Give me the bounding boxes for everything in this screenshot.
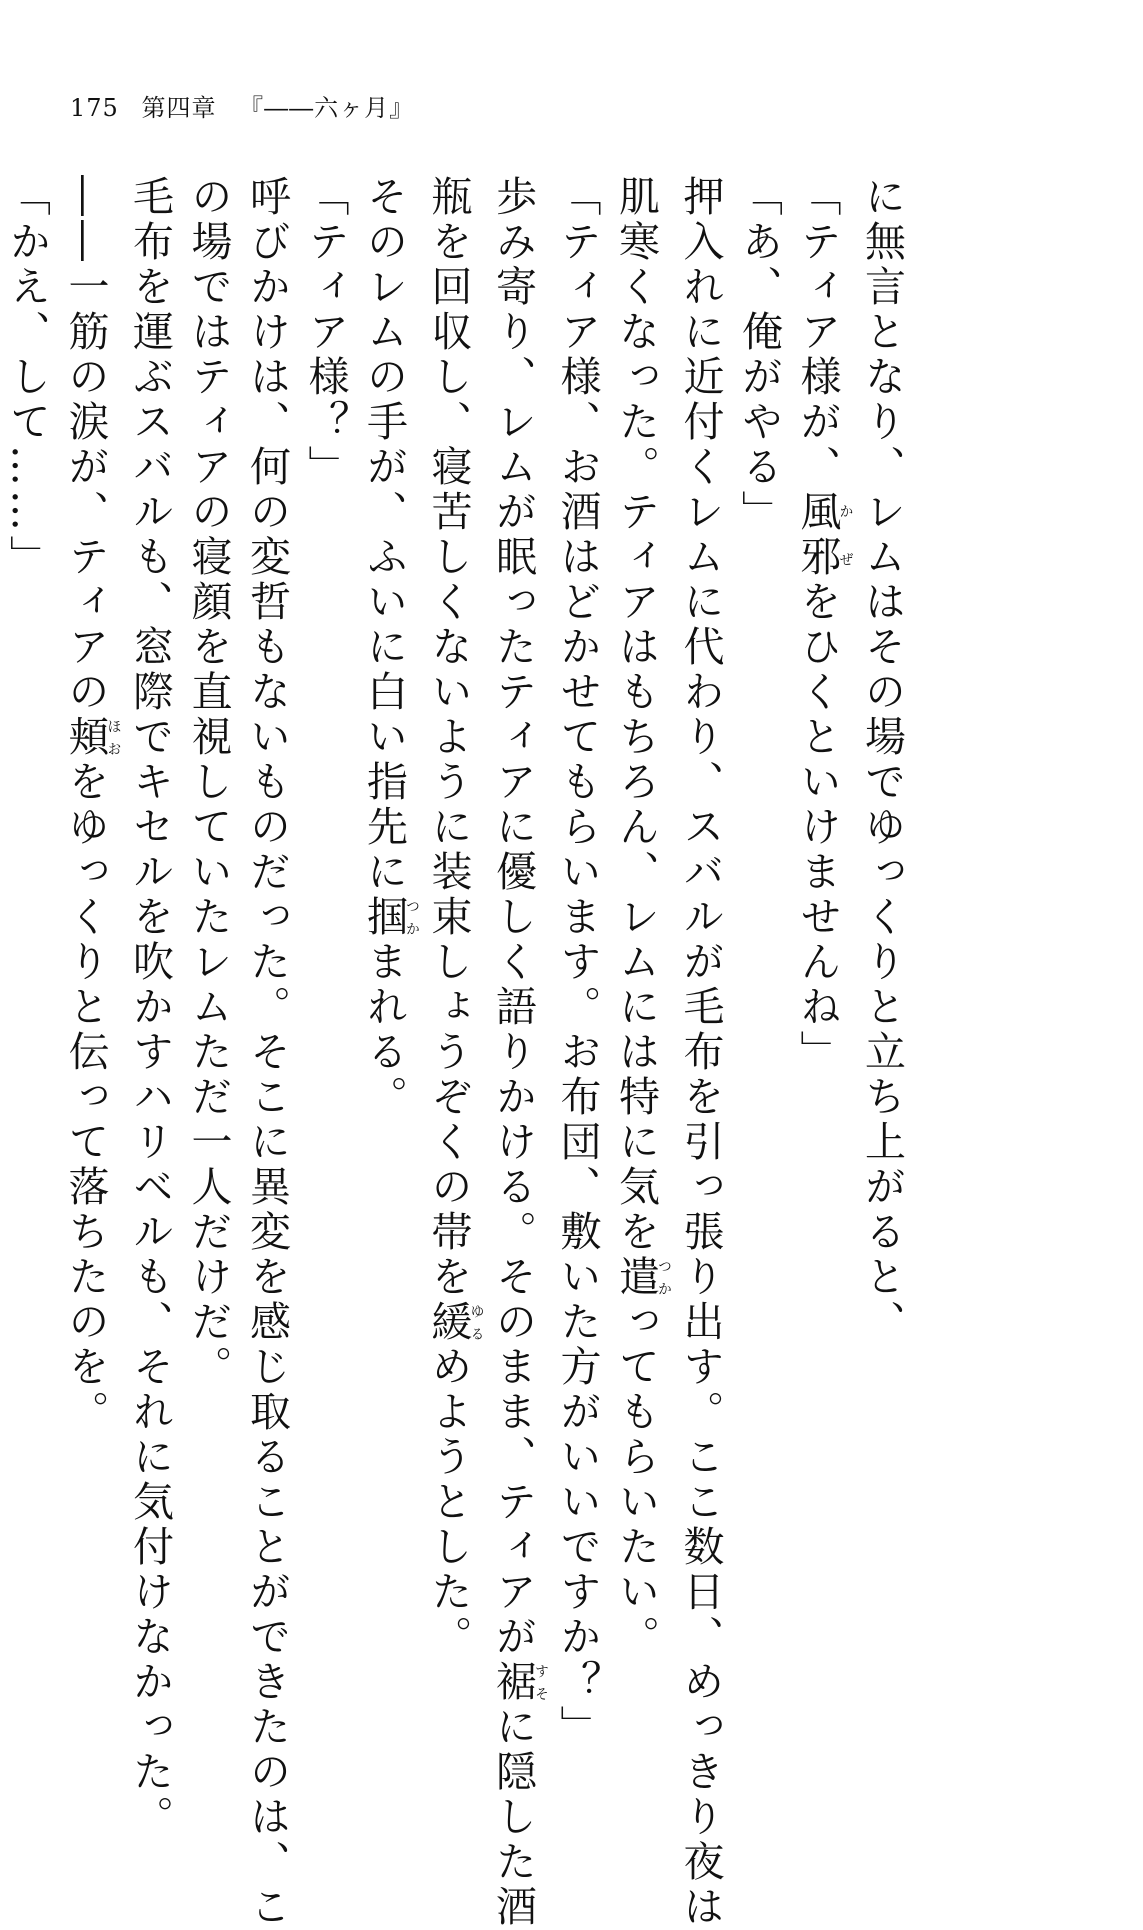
text-line: 押入れに近付くレムに代わり、スバルが毛布を引っ張り出す。ここ数日、めっきり夜は	[676, 175, 725, 1930]
text-line: 「かえ、して……」	[3, 175, 51, 580]
page-number: 175	[70, 94, 119, 122]
text-line: 肌寒くなった。ティアはもちろん、レムには特に気を遣つかってもらいたい。	[612, 175, 672, 1660]
text-line: 呼びかけは、何の変哲もないものだった。そこに異変を感じ取ることができたのは、こ	[243, 175, 291, 1930]
running-header	[70, 88, 428, 123]
text-line: の場ではティアの寝顔を直視していたレムただ一人だけだ。	[184, 175, 233, 1390]
text-line: 毛布を運ぶスバルも、窓際でキセルを吹かすハリベルも、それに気付けなかった。	[126, 175, 174, 1840]
text-line: 「ティア様？」	[301, 175, 350, 490]
ruby-text: 緩ゆる	[424, 1300, 485, 1345]
text-line: 「ティア様、お酒はどかせてもらいます。お布団、敷いた方がいいですか？」	[553, 175, 602, 1750]
text-line: に無言となり、レムはその場でゆっくりと立ち上がると、	[858, 175, 906, 1345]
ruby-text: 裾すそ	[489, 1660, 549, 1705]
text-line: 「あ、俺がやる」	[735, 175, 783, 535]
text-line: 「ティア様が、風邪かぜをひくといけませんね」	[793, 175, 854, 1075]
chapter-label: 第四章	[141, 94, 217, 122]
chapter-title: 『――六ヶ月』	[239, 94, 415, 122]
ruby-text: 掴つか	[360, 895, 420, 940]
body-text	[0, 175, 911, 1930]
ruby-text: 遣つか	[612, 1255, 672, 1300]
text-line: ――一筋の涙が、ティアの頬ほおをゆっくりと伝って落ちたのを。	[61, 175, 122, 1435]
text-line: 瓶を回収し、寝苦しくないように装束しょうぞくの帯を緩ゆるめようとした。	[424, 175, 485, 1660]
text-line: 歩み寄り、レムが眠ったティアに優しく語りかける。そのまま、ティアが裾すそに隠した酒	[489, 175, 549, 1930]
ruby-text: 頬ほお	[61, 715, 122, 760]
text-line: そのレムの手が、ふいに白い指先に掴つかまれる。	[360, 175, 420, 1120]
ruby-text: 風邪かぜ	[793, 490, 854, 580]
